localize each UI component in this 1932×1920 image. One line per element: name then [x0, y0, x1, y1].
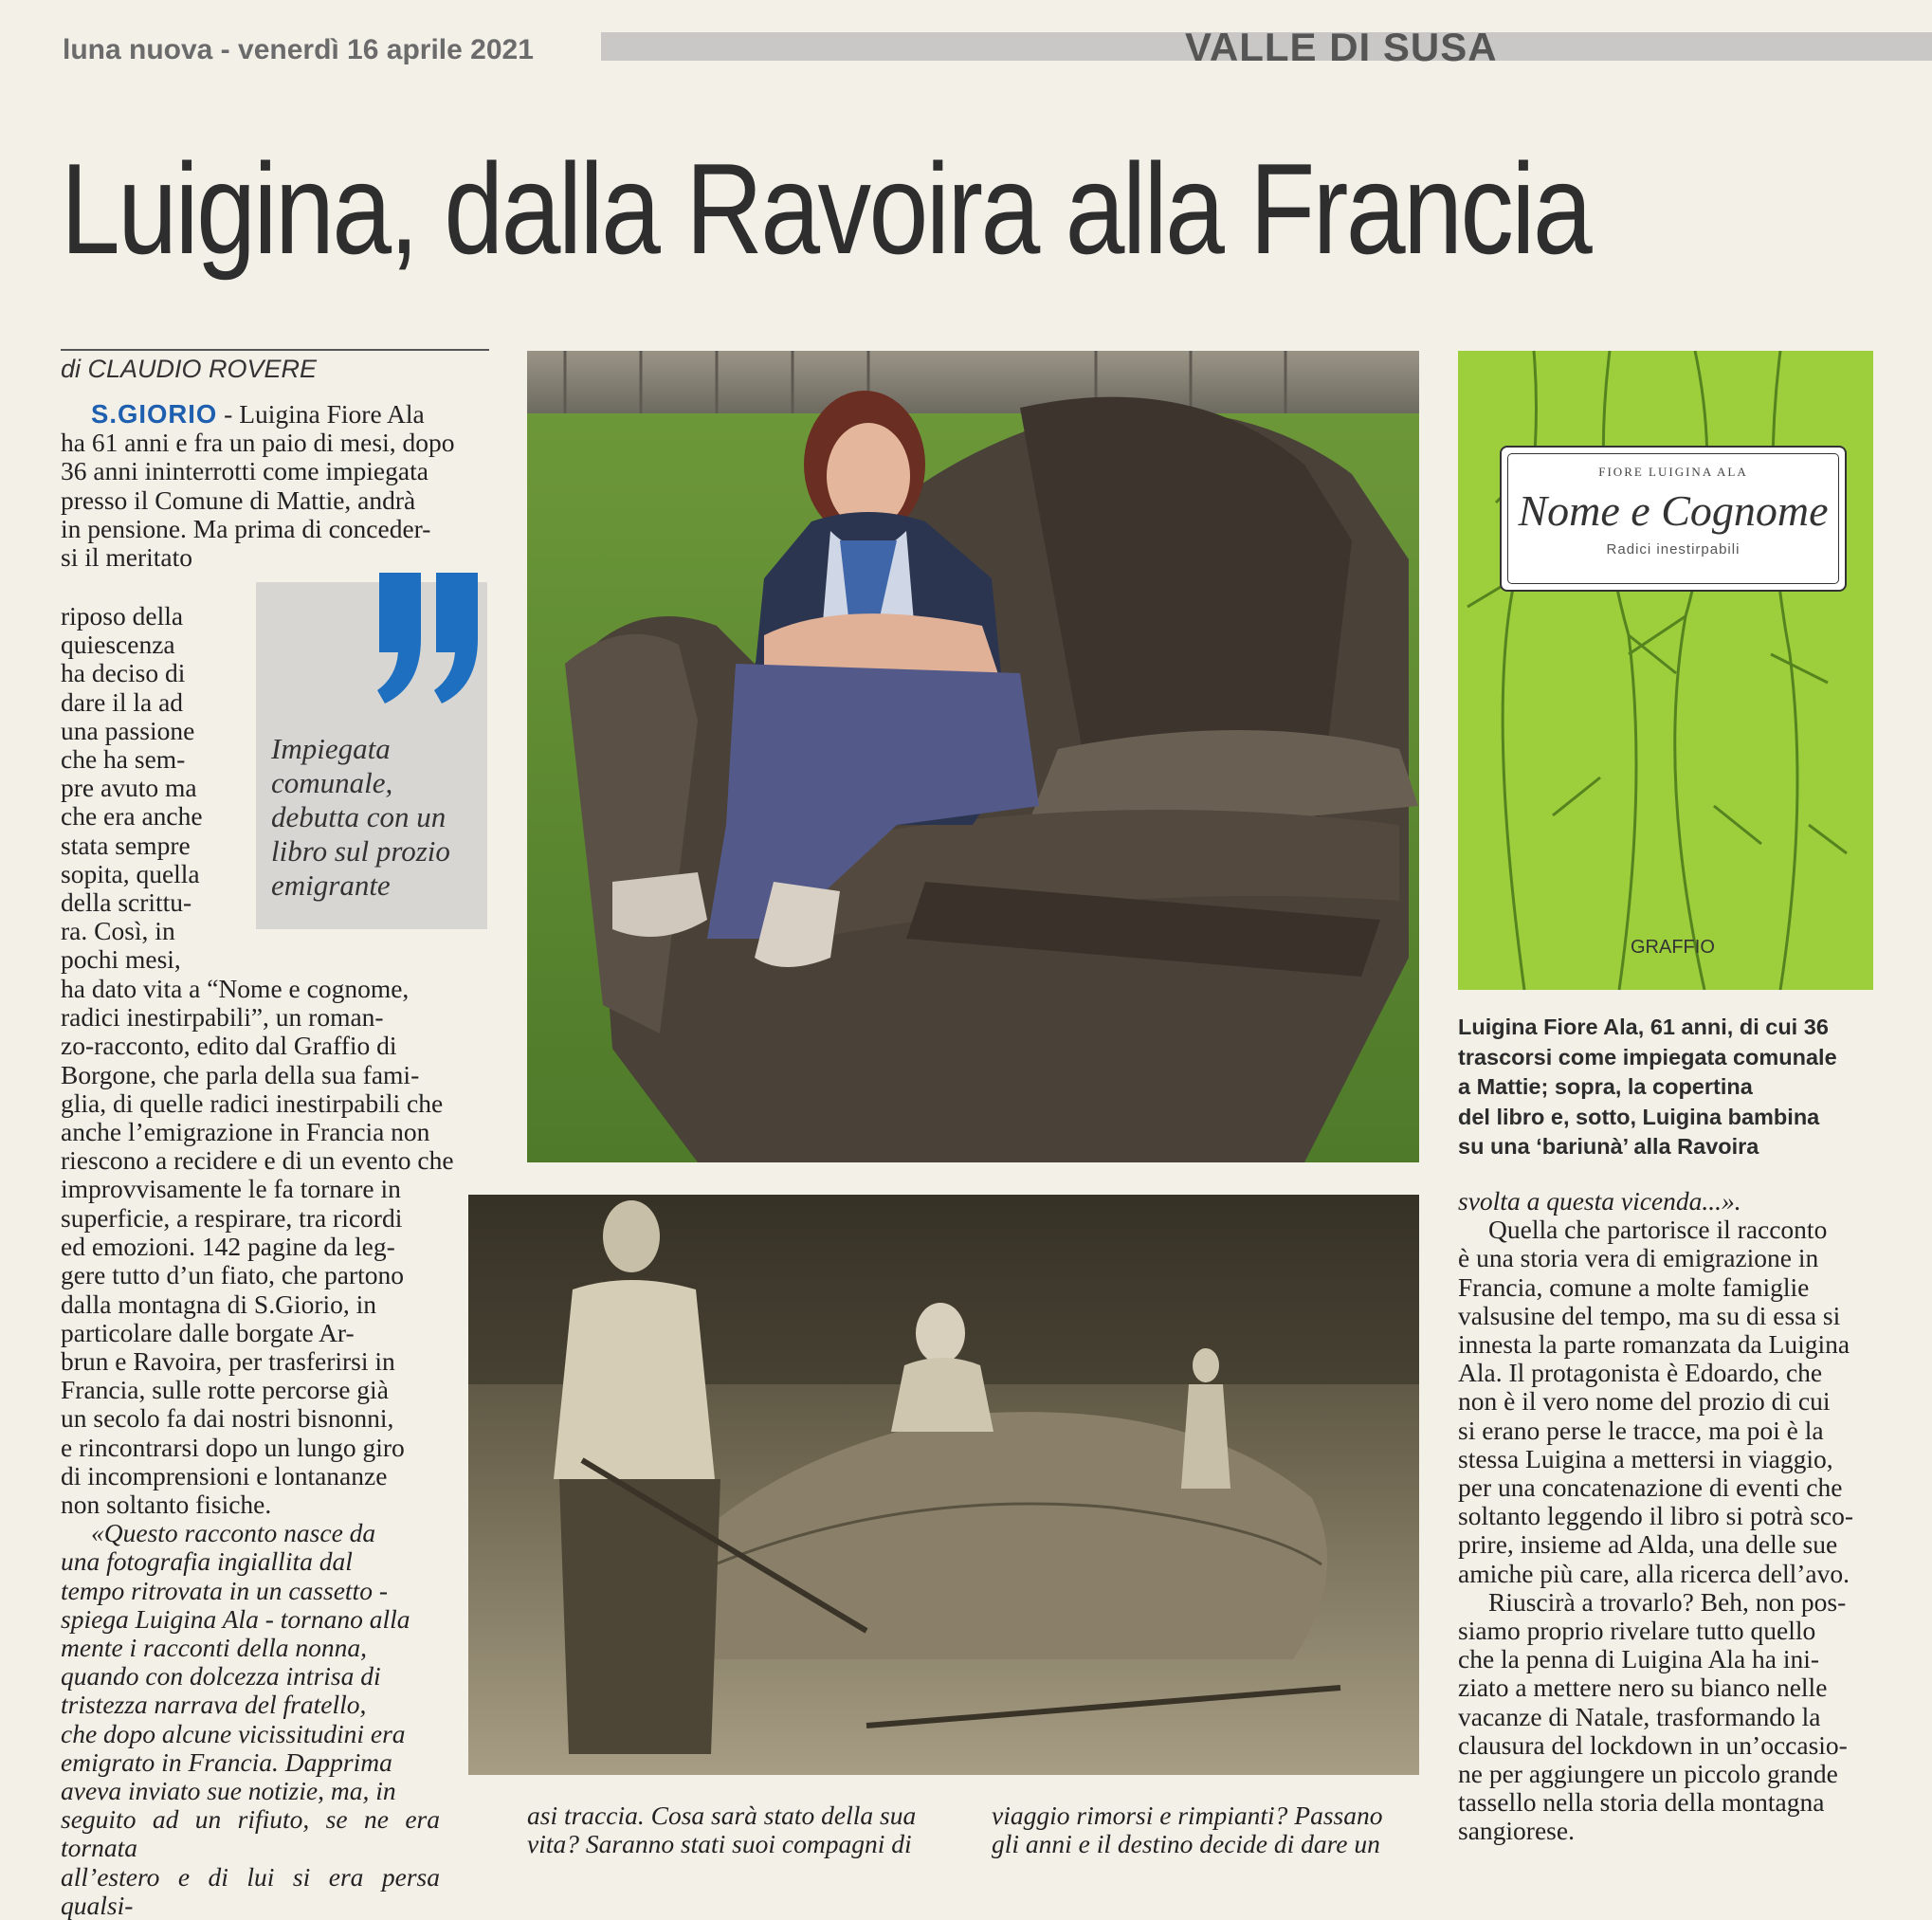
text-line: radici inestirpabili”, un roman- — [61, 1002, 384, 1033]
text-line: pochi mesi, — [61, 944, 181, 975]
article-col1-bottom — [61, 1204, 440, 1920]
headline: Luigina, dalla Ravoira alla Francia — [61, 137, 1591, 281]
text-line: stata sempre — [61, 830, 191, 860]
text-line: siamo proprio rivelare tutto quello — [1458, 1616, 1816, 1646]
text-line: Ala. Il protagonista è Edoardo, che — [1458, 1358, 1823, 1388]
text-line: Impiegata — [271, 732, 391, 765]
text-line: una fotografia ingiallita dal — [61, 1546, 353, 1577]
text-line: vacanze di Natale, trasformando la — [1458, 1701, 1821, 1731]
text-line: non è il vero nome del prozio di cui — [1458, 1386, 1831, 1417]
text-line: presso il Comune di Mattie, andrà — [61, 485, 416, 515]
text-line: vita? Saranno stati suoi compagni di — [527, 1829, 912, 1859]
text-line: dare il la ad — [61, 686, 184, 717]
text-line: spiega Luigina Ala - tornano alla — [61, 1603, 410, 1634]
line-group — [61, 975, 489, 1204]
text-line: 36 anni ininterrotti come impiegata — [61, 456, 428, 486]
text-line: stessa Luigina a mettersi in viaggio, — [1458, 1443, 1833, 1473]
text-line: Quella che partorisce il racconto — [1488, 1215, 1828, 1245]
text-line: - Luigina Fiore Ala — [217, 399, 425, 429]
text-line: «Questo racconto nasce da — [91, 1518, 376, 1548]
article-col2-bottom — [527, 1801, 954, 1858]
line-group — [61, 1204, 440, 1519]
text-line: ziato a mettere nero su bianco nelle — [1458, 1673, 1828, 1703]
book-subtitle: Radici inestirpabili — [1606, 541, 1741, 558]
issue-date: luna nuova - venerdì 16 aprile 2021 — [63, 34, 534, 65]
text-line: trascorsi come impiegata comunale — [1458, 1044, 1837, 1070]
text-line: gli anni e il destino decide di dare un — [992, 1829, 1380, 1859]
text-line: tassello nella storia della montagna — [1458, 1787, 1825, 1818]
text-line: valsusine del tempo, ma su di essa si — [1458, 1300, 1841, 1330]
text-line: emigrato in Francia. Dapprima — [61, 1746, 392, 1777]
text-line: amiche più care, alla ricerca dell’avo. — [1458, 1558, 1850, 1588]
text-line: Borgone, che parla della sua fami- — [61, 1059, 420, 1089]
text-line: aveva inviato sue notizie, ma, in — [61, 1776, 396, 1806]
text-line: ha deciso di — [61, 658, 186, 688]
text-line: che dopo alcune vicissitudini era — [61, 1718, 406, 1748]
text-line: che ha sem- — [61, 744, 186, 775]
text-line: viaggio rimorsi e rimpianti? Passano — [992, 1801, 1383, 1830]
text-line: brun e Ravoira, per trasferirsi in — [61, 1346, 395, 1377]
text-line: non soltanto fisiche. — [61, 1490, 272, 1520]
text-line: è una storia vera di emigrazione in — [1458, 1243, 1819, 1273]
text-line: che era anche — [61, 801, 203, 832]
text-line: tempo ritrovata in un cassetto - — [61, 1575, 388, 1605]
text-line: riescono a recidere e di un evento che — [61, 1145, 454, 1176]
text-line: all’estero e di lui si era persa qualsi- — [61, 1861, 440, 1920]
book-title: Nome e Cognome — [1518, 486, 1829, 535]
text-line: superficie, a respirare, tra ricordi — [61, 1203, 403, 1233]
text-line: che la penna di Luigina Ala ha ini- — [1458, 1644, 1820, 1674]
article-col1-narrow — [61, 602, 245, 975]
text-line: in pensione. Ma prima di conceder- — [61, 513, 431, 543]
article-col3-bottom — [992, 1801, 1420, 1858]
text-line: di incomprensioni e lontananze — [61, 1460, 388, 1490]
line-group — [527, 1801, 954, 1858]
text-line: gere tutto d’un fiato, che partono — [61, 1260, 404, 1290]
text-line: asi traccia. Cosa sarà stato della sua — [527, 1801, 917, 1830]
article-col1-wide — [61, 975, 489, 1204]
text-line: e rincontrarsi dopo un lungo giro — [61, 1432, 405, 1462]
line-group — [1458, 1187, 1883, 1846]
text-line: soltanto leggendo il libro si potrà sco- — [1458, 1501, 1854, 1531]
text-line: particolare dalle borgate Ar- — [61, 1317, 355, 1347]
book-cover — [1458, 351, 1873, 990]
text-line: per una concatenazione di eventi che — [1458, 1472, 1843, 1503]
text-line: improvvisamente le fa tornare in — [61, 1174, 401, 1204]
book-author: FIORE LUIGINA ALA — [1598, 465, 1748, 479]
text-line: emigrante — [271, 869, 391, 902]
text-line: debutta con un — [271, 800, 447, 833]
text-line: prire, insieme ad Alda, una delle sue — [1458, 1529, 1838, 1560]
line-group — [1458, 1013, 1894, 1162]
text-line: seguito ad un rifiuto, se ne era tornata — [61, 1804, 440, 1863]
text-line: Riuscirà a trovarlo? Beh, non pos- — [1488, 1586, 1847, 1617]
text-line: Francia, sulle rotte percorse già — [61, 1375, 389, 1405]
photo-old-haystack — [468, 1195, 1419, 1775]
text-line: Luigina Fiore Ala, 61 anni, di cui 36 — [1458, 1015, 1829, 1039]
line-group — [61, 429, 489, 572]
text-line: un secolo fa dai nostri bisnonni, — [61, 1403, 394, 1434]
photo-caption — [1458, 1013, 1894, 1162]
text-line: anche l’emigrazione in Francia non — [61, 1117, 430, 1147]
article-lead: S.GIORIO — [91, 399, 218, 429]
text-line: quando con dolcezza intrisa di — [61, 1661, 381, 1691]
text-line: si il meritato — [61, 542, 193, 573]
text-line: della scrittu- — [61, 887, 192, 918]
text-line: mente i racconti della nonna, — [61, 1633, 368, 1663]
text-line: si erano perse le tracce, ma poi è la — [1458, 1415, 1824, 1445]
photo-luigina-on-bench — [527, 351, 1419, 1162]
text-line: clausura del lockdown in un’occasio- — [1458, 1729, 1848, 1760]
quote-mark-icon — [372, 563, 485, 734]
text-line: glia, di quelle radici inestirpabili che — [61, 1088, 444, 1118]
text-line: svolta a questa vicenda...». — [1458, 1186, 1741, 1216]
text-line: ne per aggiungere un piccolo grande — [1458, 1759, 1838, 1789]
text-line: Francia, comune a molte famiglie — [1458, 1271, 1810, 1302]
text-line: ed emozioni. 142 pagine da leg- — [61, 1232, 395, 1262]
text-line: pre avuto ma — [61, 773, 197, 803]
byline-rule — [61, 349, 489, 351]
text-line: zo-racconto, edito dal Graffio di — [61, 1031, 397, 1061]
byline: di CLAUDIO ROVERE — [61, 355, 318, 383]
text-line: libro sul prozio — [271, 834, 450, 868]
text-line: ra. Così, in — [61, 916, 175, 946]
text-line: a Mattie; sopra, la copertina — [1458, 1074, 1753, 1099]
book-publisher: GRAFFIO — [1631, 937, 1715, 958]
text-line: riposo della — [61, 601, 184, 631]
book-title-plate — [1500, 446, 1847, 592]
section-name: VALLE DI SUSA — [1185, 25, 1498, 69]
text-line: quiescenza — [61, 630, 175, 660]
text-line: comunale, — [271, 766, 393, 799]
line-group — [61, 602, 245, 975]
text-line: tristezza narrava del fratello, — [61, 1690, 367, 1720]
text-line: ha 61 anni e fra un paio di mesi, dopo — [61, 428, 455, 458]
text-line: ha dato vita a “Nome e cognome, — [61, 974, 410, 1003]
line-group — [992, 1801, 1420, 1858]
text-line: innesta la parte romanzata da Luigina — [1458, 1329, 1850, 1360]
text-line: una passione — [61, 715, 195, 745]
article-col1-top — [61, 400, 489, 572]
article-col4 — [1458, 1187, 1883, 1846]
text-line: sopita, quella — [61, 858, 200, 888]
text-line: del libro e, sotto, Luigina bambina — [1458, 1104, 1820, 1129]
text-line: su una ‘bariunà’ alla Ravoira — [1458, 1134, 1759, 1159]
text-line: dalla montagna di S.Giorio, in — [61, 1289, 377, 1319]
line-group — [61, 1519, 440, 1920]
text-line: sangiorese. — [1458, 1816, 1575, 1846]
pullquote-text — [271, 732, 483, 903]
line-group — [271, 732, 483, 903]
